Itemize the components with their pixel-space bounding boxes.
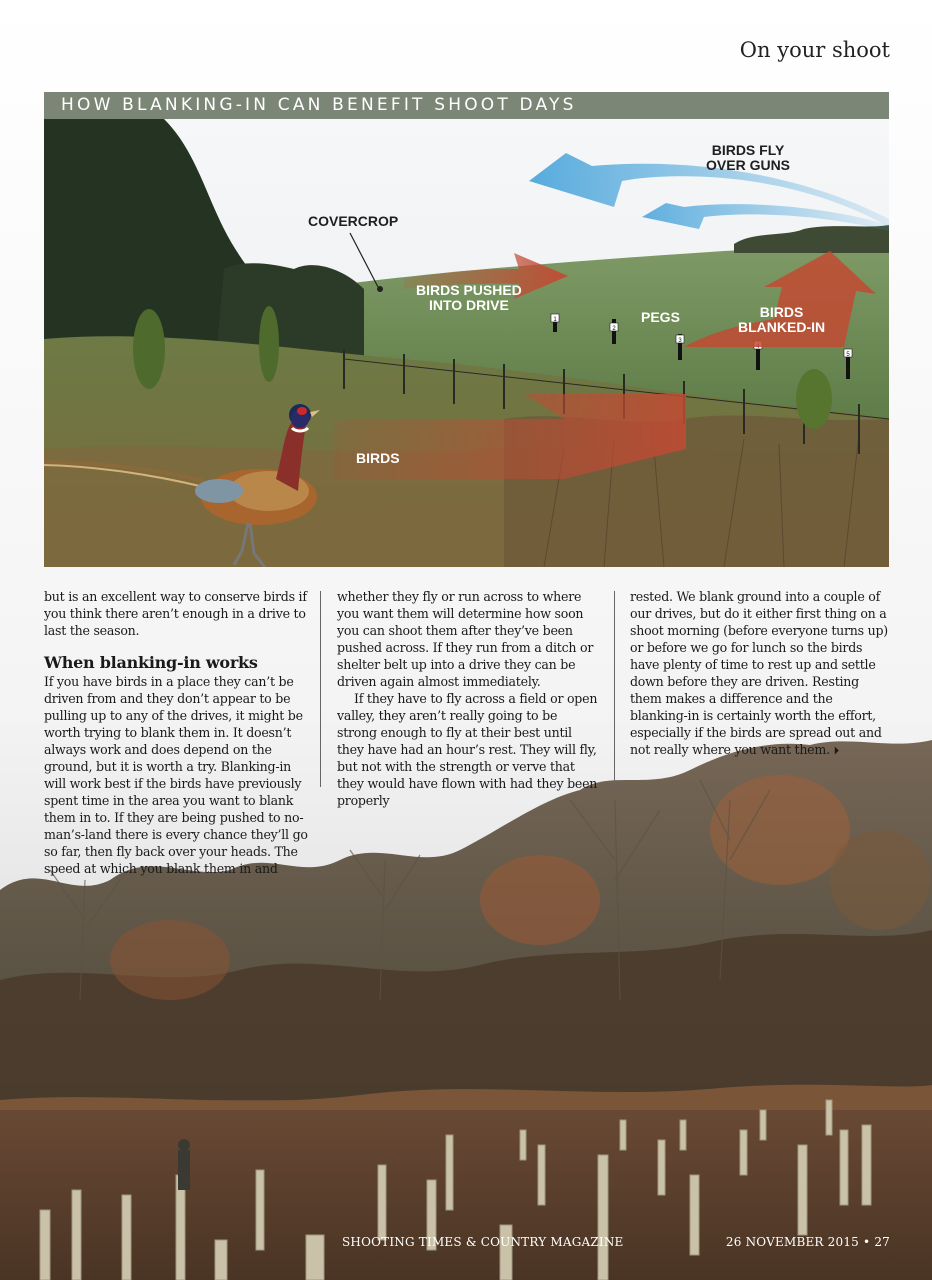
label-line: BIRDS — [759, 304, 804, 320]
label-pegs: PEGS — [641, 309, 680, 325]
label-birds-blanked-in — [738, 305, 825, 335]
peg-number: 3 — [678, 338, 682, 344]
label-birds-pushed-into-drive — [416, 283, 522, 313]
label-line: BLANKED-IN — [738, 319, 826, 335]
subheading: When blanking-in works — [44, 653, 258, 672]
covercrop-pointer-dot — [377, 286, 383, 292]
blanking-in-infographic — [44, 119, 889, 567]
label-covercrop: COVERCROP — [308, 213, 399, 229]
article-column-1 — [44, 588, 310, 877]
peg-number: 1 — [553, 317, 557, 323]
label-birds-fly-over-guns — [706, 143, 790, 173]
label-line: OVER GUNS — [706, 157, 791, 173]
feature-title: HOW BLANKING-IN CAN BENEFIT SHOOT DAYS — [61, 95, 577, 115]
infographic-photo — [44, 119, 889, 567]
end-mark-icon: ⏵ — [833, 744, 839, 757]
body-paragraph: If you have birds in a place they can’t be driven from and they don’t appear to be pulling up to any of the drives, it might be worth trying to blank them in. It doesn’t always work and does depend on the ground, but it is worth a try. Blanking-in will work best if the birds have previously spent time in the area you want to blank them in to. If they are being pushed to no-man’s-land there is every chance they’ll go so far, then fly back over your heads. The speed at which you blank them in and — [44, 674, 308, 876]
label-line: INTO DRIVE — [428, 297, 509, 313]
body-paragraph: whether they fly or run across to where you want them will determine how soon you can shoot them after they’ve been pushed across. If they run from a ditch or shelter belt up into a drive they can be driven again almost immediately. — [337, 589, 594, 689]
label-line: BIRDS FLY — [711, 142, 785, 158]
section-label: On your shoot — [739, 38, 890, 62]
label-line: BIRDS PUSHED — [416, 282, 522, 298]
final-paragraph-text: rested. We blank ground into a couple of our drives, but do it either first thing on a shoot morning (before everyone turns up) or before we go for lunch so the birds have plenty of time to rest up and settle down before they are driven. Resting them makes a difference and the blanking-in is certainly worth the effort, especially if the birds are spread out and not really where you want them. — [630, 589, 888, 757]
label-birds: BIRDS — [356, 450, 400, 466]
peg-number: 5 — [846, 352, 850, 358]
intro-paragraph: but is an excellent way to conserve birds if you think there aren’t enough in a drive to last the season. — [44, 589, 307, 638]
peg-number: 2 — [612, 326, 616, 332]
feature-title-bar — [44, 92, 889, 119]
footer-date-page: 26 NOVEMBER 2015 • 27 — [725, 1235, 890, 1249]
column-divider — [320, 591, 321, 787]
column-divider — [614, 591, 615, 787]
article-column-2 — [337, 588, 599, 809]
body-paragraph: If they have to fly across a field or open valley, they aren’t really going to be strong enough to fly at their best until they have had an hour’s rest. They will fly, but not with the strength or verve that they would have flown with had they been properly — [337, 691, 598, 808]
footer-magazine-name: SHOOTING TIMES & COUNTRY MAGAZINE — [342, 1235, 624, 1249]
article-column-3 — [630, 588, 892, 759]
body-paragraph — [630, 588, 892, 759]
